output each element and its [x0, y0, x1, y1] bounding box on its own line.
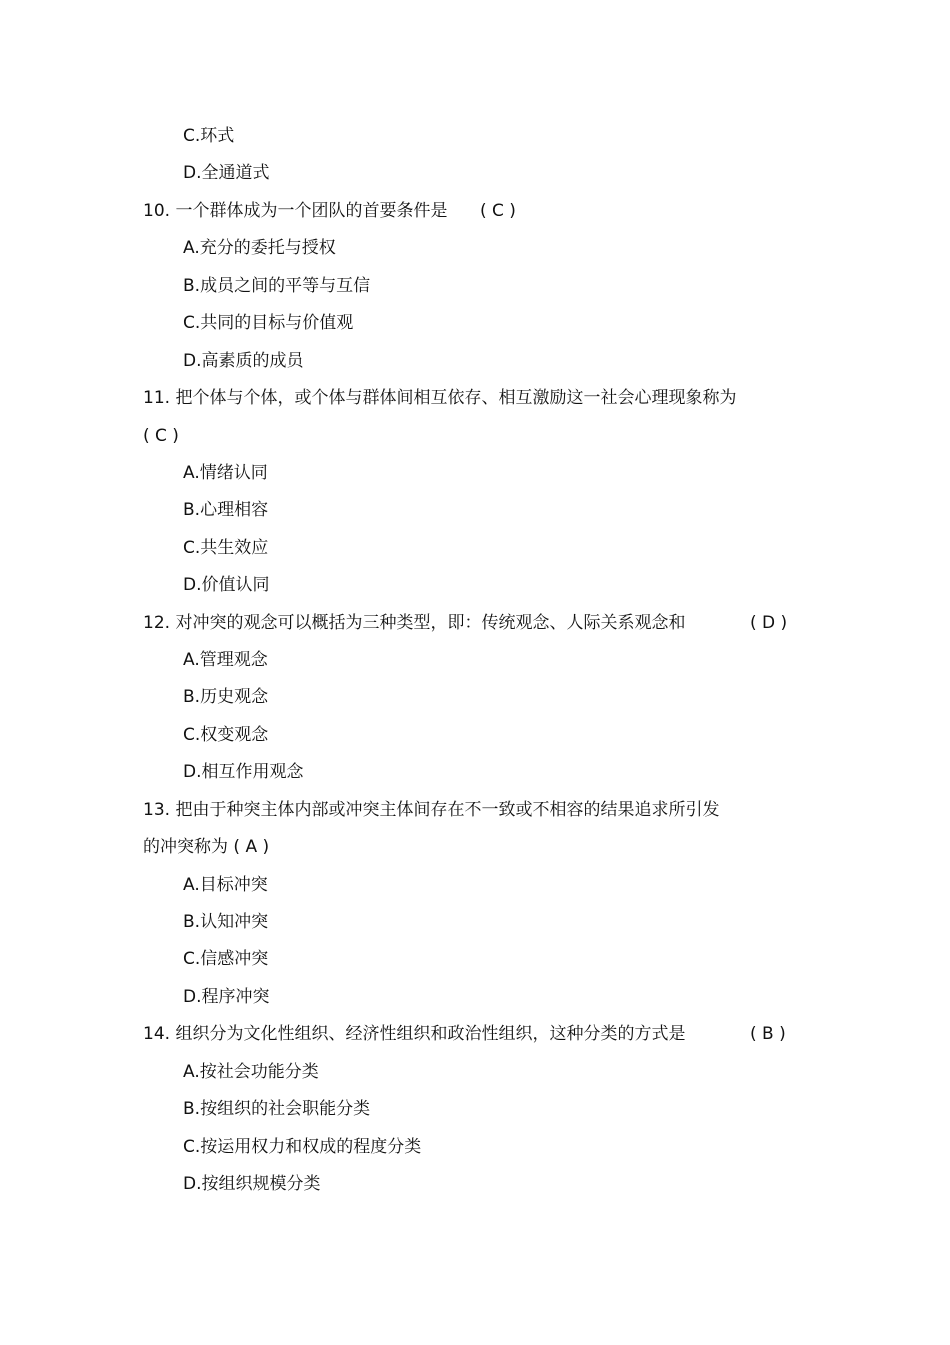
q10-option-b: B.成员之间的平等与互信 [183, 276, 371, 296]
question-13: 13. 把由于种突主体内部或冲突主体间存在不一致或不相容的结果追求所引发 [143, 800, 720, 820]
question-12: 12. 对冲突的观念可以概括为三种类型，即：传统观念、人际关系观念和 [143, 613, 686, 633]
q11-option-b: B.心理相容 [183, 500, 269, 520]
q13-option-c: C.信感冲突 [183, 949, 269, 969]
q13-option-b: B.认知冲突 [183, 912, 269, 932]
q11-option-d: D.价值认同 [183, 575, 270, 595]
q14-option-a: A.按社会功能分类 [183, 1062, 319, 1082]
q11-option-c: C.共生效应 [183, 538, 269, 558]
q14-option-d: D.按组织规模分类 [183, 1174, 321, 1194]
question-11: 11. 把个体与个体，或个体与群体间相互依存、相互激励这一社会心理现象称为 [143, 388, 737, 408]
question-13-continued: 的冲突称为 ( A ) [143, 837, 270, 857]
q12-option-b: B.历史观念 [183, 687, 269, 707]
q10-option-a: A.充分的委托与授权 [183, 238, 336, 258]
question-14-answer: ( B ) [750, 1024, 786, 1044]
question-14: 14. 组织分为文化性组织、经济性组织和政治性组织，这种分类的方式是 [143, 1024, 686, 1044]
q14-option-c: C.按运用权力和权成的程度分类 [183, 1137, 422, 1157]
question-11-answer: ( C ) [143, 426, 179, 446]
option-c-ring: C.环式 [183, 126, 235, 146]
q13-option-a: A.目标冲突 [183, 875, 268, 895]
question-12-answer: ( D ) [750, 613, 788, 633]
question-10: 10. 一个群体成为一个团队的首要条件是 [143, 201, 448, 221]
q10-option-d: D.高素质的成员 [183, 351, 304, 371]
q13-option-d: D.程序冲突 [183, 987, 270, 1007]
q12-option-d: D.相互作用观念 [183, 762, 304, 782]
q14-option-b: B.按组织的社会职能分类 [183, 1099, 371, 1119]
q12-option-a: A.管理观念 [183, 650, 268, 670]
option-d-all-channel: D.全通道式 [183, 163, 270, 183]
q10-option-c: C.共同的目标与价值观 [183, 313, 354, 333]
question-10-answer: ( C ) [480, 201, 516, 221]
q11-option-a: A.情绪认同 [183, 463, 268, 483]
q12-option-c: C.权变观念 [183, 725, 269, 745]
